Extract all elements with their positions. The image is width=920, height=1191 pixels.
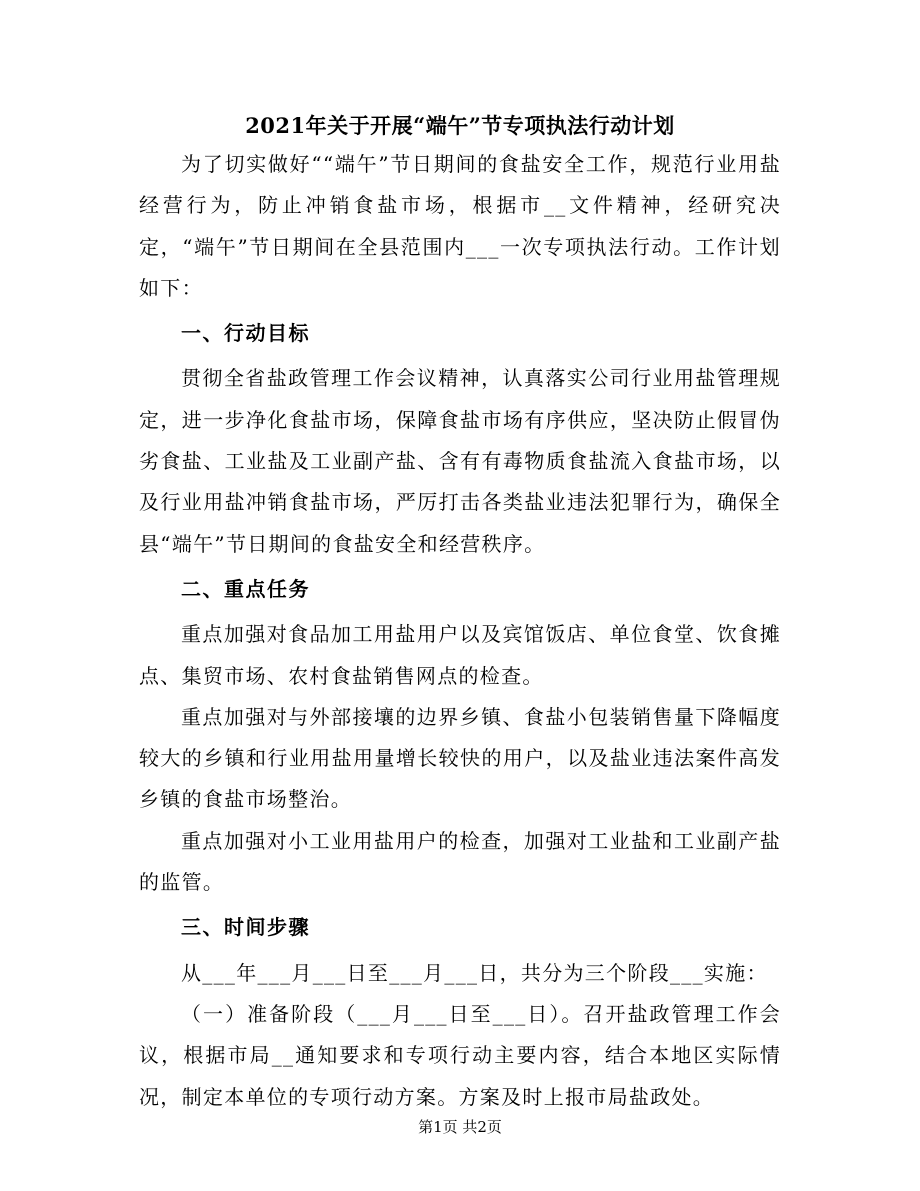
document-body — [139, 144, 781, 1118]
section-heading-goals: 一、行动目标 — [181, 321, 310, 346]
page-number: 第1页 共2页 — [418, 1118, 502, 1136]
document-title: 2021年关于开展“端午”节专项执法行动计划 — [245, 113, 675, 138]
schedule-paragraph-1: 从___年___月___日至___月___日，共分为三个阶段___实施： — [181, 960, 768, 985]
schedule-paragraph-2: （一）准备阶段（___月___日至___日）。召开盐政管理工作会议，根据市局__通知要求和专项行动主要内容，结合本地区实际情况，制定本单位的专项行动方案。方案及时上报市局盐政处。 — [139, 1001, 781, 1109]
tasks-paragraph-2: 重点加强对与外部接壤的边界乡镇、食盐小包装销售量下降幅度较大的乡镇和行业用盐用量增长较快的用户，以及盐业违法案件高发乡镇的食盐市场整治。 — [139, 704, 781, 812]
section-heading-tasks: 二、重点任务 — [181, 576, 310, 601]
goals-paragraph: 贯彻全省盐政管理工作会议精神，认真落实公司行业用盐管理规定，进一步净化食盐市场，保障食盐市场有序供应，坚决防止假冒伪劣食盐、工业盐及工业副产盐、含有有毒物质食盐流入食盐市场，以及行业用盐冲销食盐市场，严厉打击各类盐业违法犯罪行为，确保全县“端午”节日期间的食盐安全和经营秩序。 — [139, 366, 781, 556]
section-heading-schedule: 三、时间步骤 — [181, 915, 310, 940]
tasks-paragraph-3: 重点加强对小工业用盐用户的检查，加强对工业盐和工业副产盐的监管。 — [139, 828, 781, 895]
intro-paragraph: 为了切实做好““端午”节日期间的食盐安全工作，规范行业用盐经营行为，防止冲销食盐市场，根据市__文件精神，经研究决定，“端午”节日期间在全县范围内___一次专项执法行动。工作计划如下： — [139, 152, 781, 300]
tasks-paragraph-1: 重点加强对食品加工用盐用户以及宾馆饭店、单位食堂、饮食摊点、集贸市场、农村食盐销售网点的检查。 — [139, 622, 781, 688]
